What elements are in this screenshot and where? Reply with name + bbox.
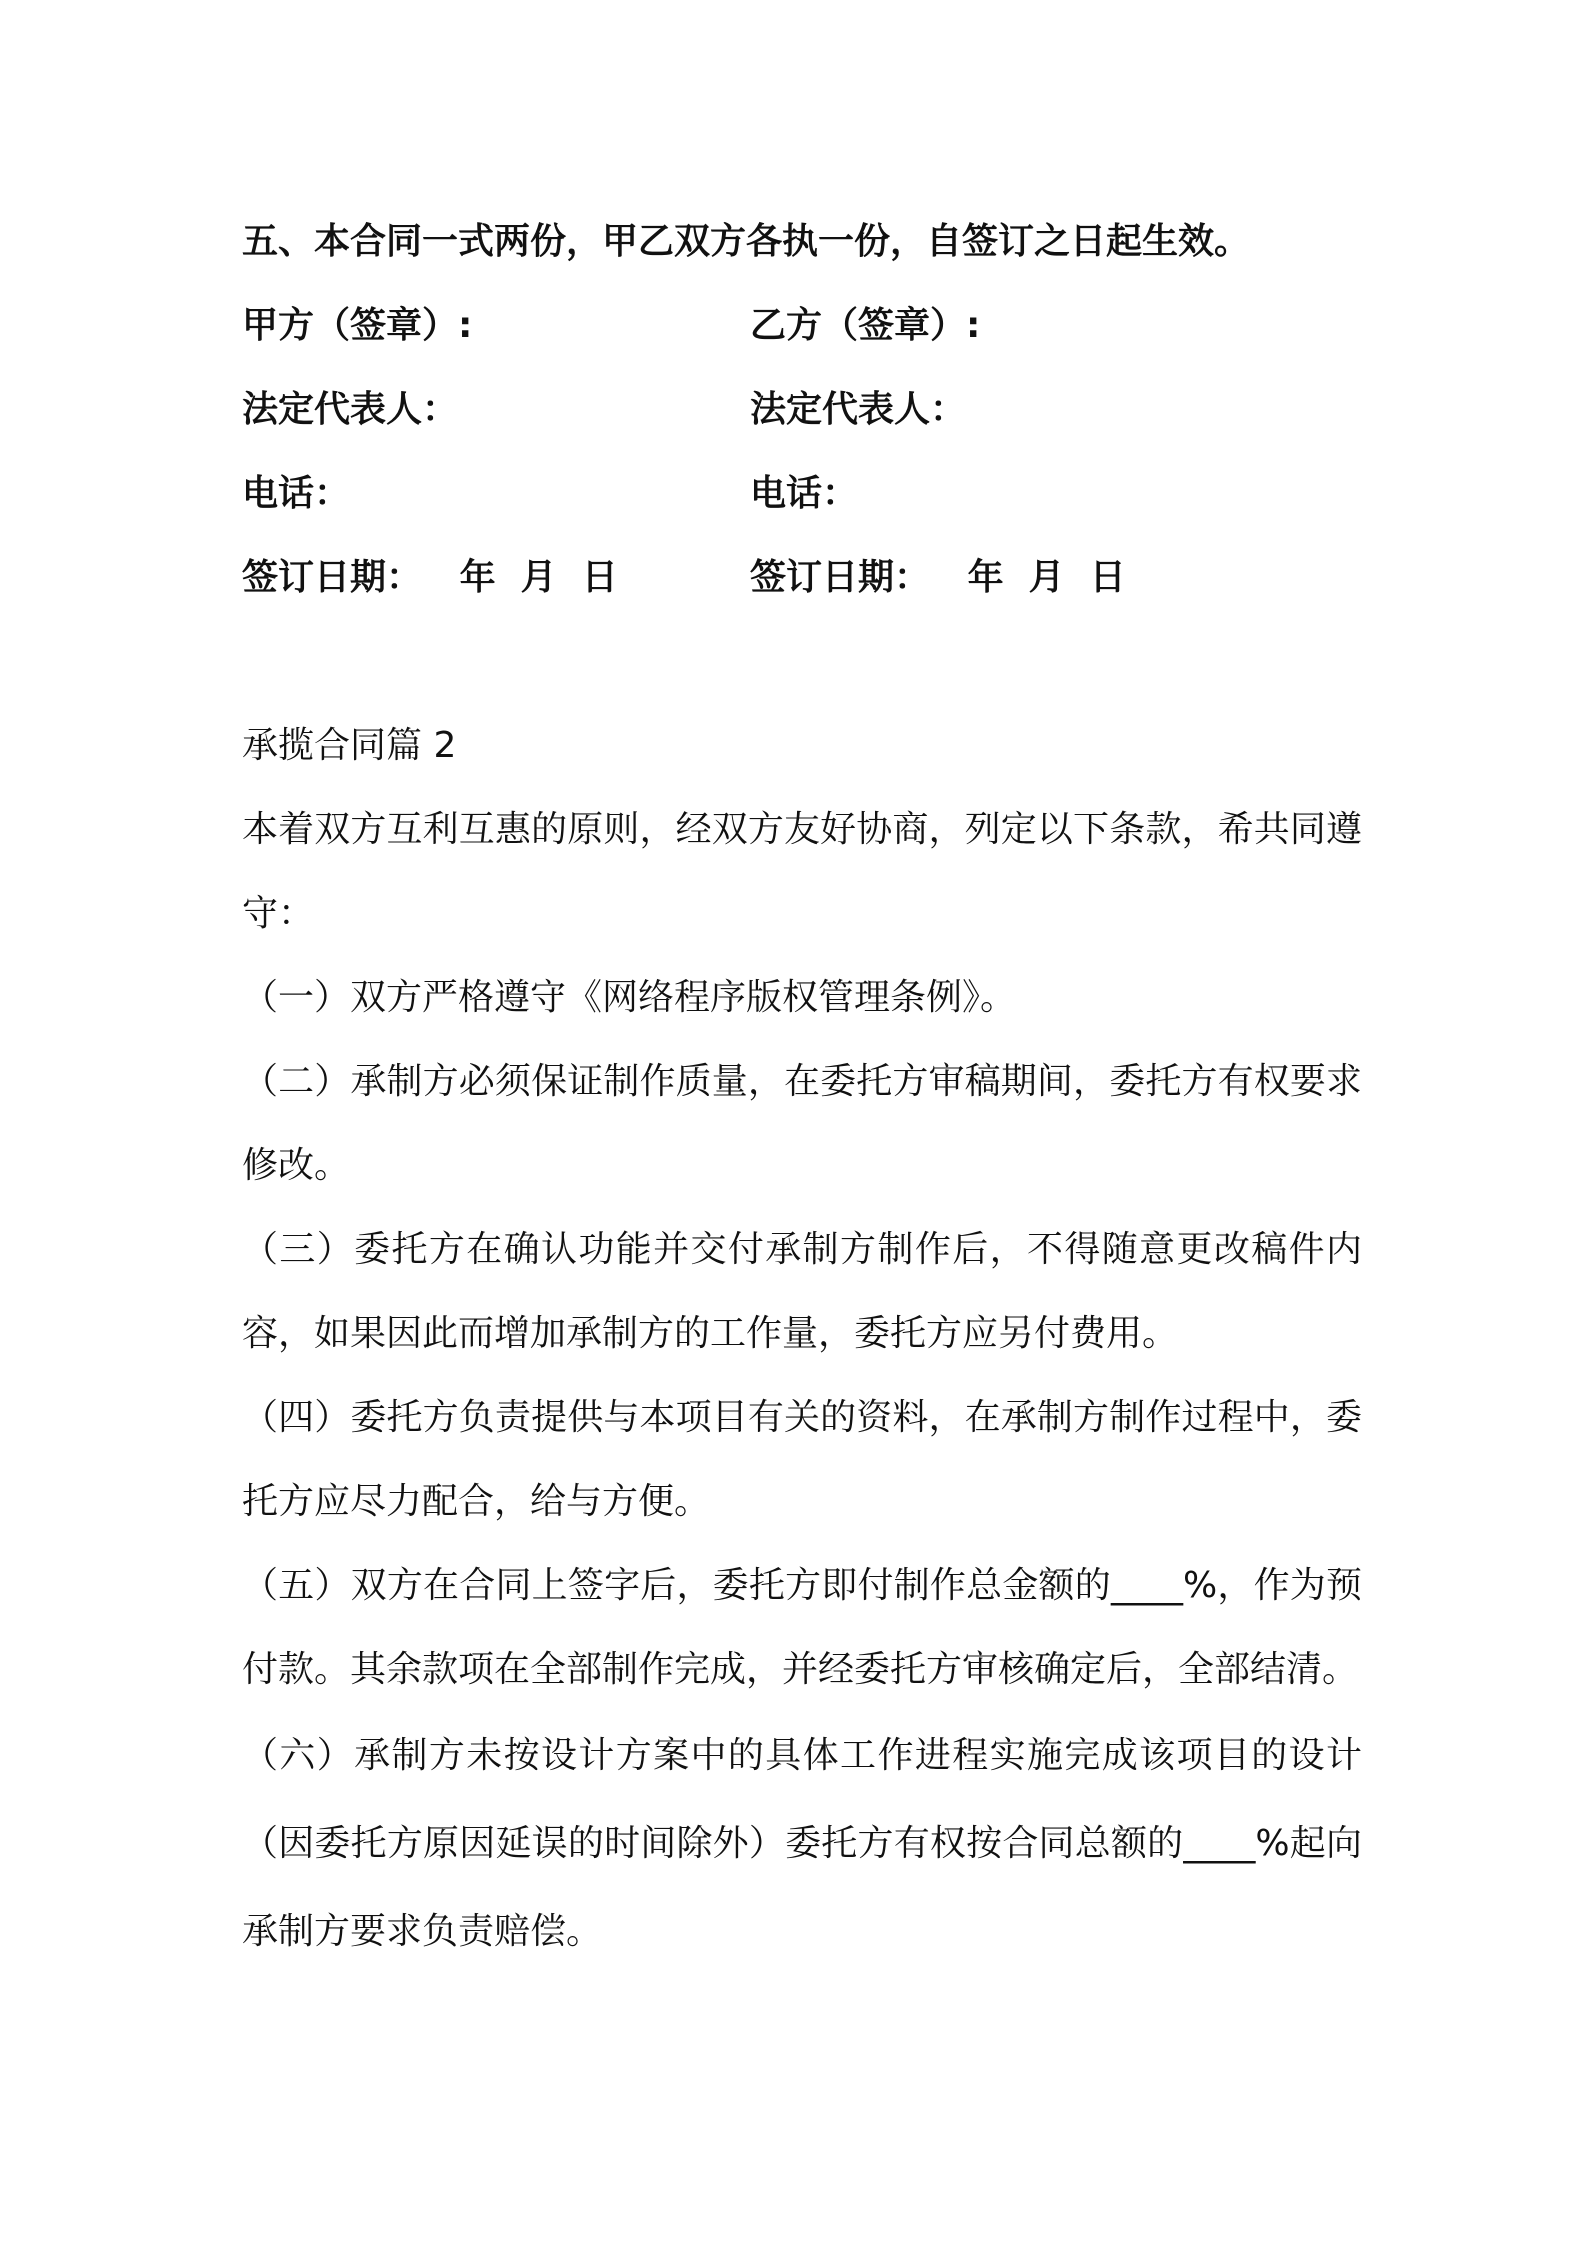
clause-3: （三）委托方在确认功能并交付承制方制作后，不得随意更改稿件内容，如果因此而增加承制方的工作量，委托方应另付费用。 [242,1229,1362,1354]
clause-4: （四）委托方负责提供与本项目有关的资料，在承制方制作过程中，委托方应尽力配合，给与方便。 [242,1397,1362,1522]
signature-row-phone [242,452,1362,536]
party-a-rep: 法定代表人： [242,389,459,430]
section-five-text: 五、本合同一式两份，甲乙双方各执一份，自签订之日起生效。 [242,221,1251,262]
signature-row-date [242,536,1362,620]
party-b-rep: 法定代表人： [750,389,967,430]
article-intro: 本着双方互利互惠的原则，经双方友好协商，列定以下条款，希共同遵守： [242,809,1362,934]
document-content [242,200,1362,1976]
signature-row-rep [242,368,1362,452]
party-a-phone: 电话： [242,473,351,514]
spacer [242,620,1362,704]
party-a-seal: 甲方（签章）: [242,305,473,346]
clause-5: （五）双方在合同上签字后，委托方即付制作总金额的____%，作为预付款。其余款项在全部制作完成，并经委托方审核确定后，全部结清。 [242,1565,1362,1690]
article-title: 承揽合同篇 2 [242,725,457,766]
party-a-date: 签订日期： 年 月 日 [242,557,618,598]
signature-row-seal [242,284,1362,368]
party-b-seal: 乙方（签章）: [750,305,981,346]
clause-2: （二）承制方必须保证制作质量，在委托方审稿期间，委托方有权要求修改。 [242,1061,1362,1186]
party-b-phone: 电话： [750,473,859,514]
clause-1: （一）双方严格遵守《网络程序版权管理条例》。 [242,977,1017,1018]
party-b-date: 签订日期： 年 月 日 [750,557,1126,598]
clause-6: （六）承制方未按设计方案中的具体工作进程实施完成该项目的设计（因委托方原因延误的时间除外）委托方有权按合同总额的____%起向承制方要求负责赔偿。 [242,1735,1362,1952]
